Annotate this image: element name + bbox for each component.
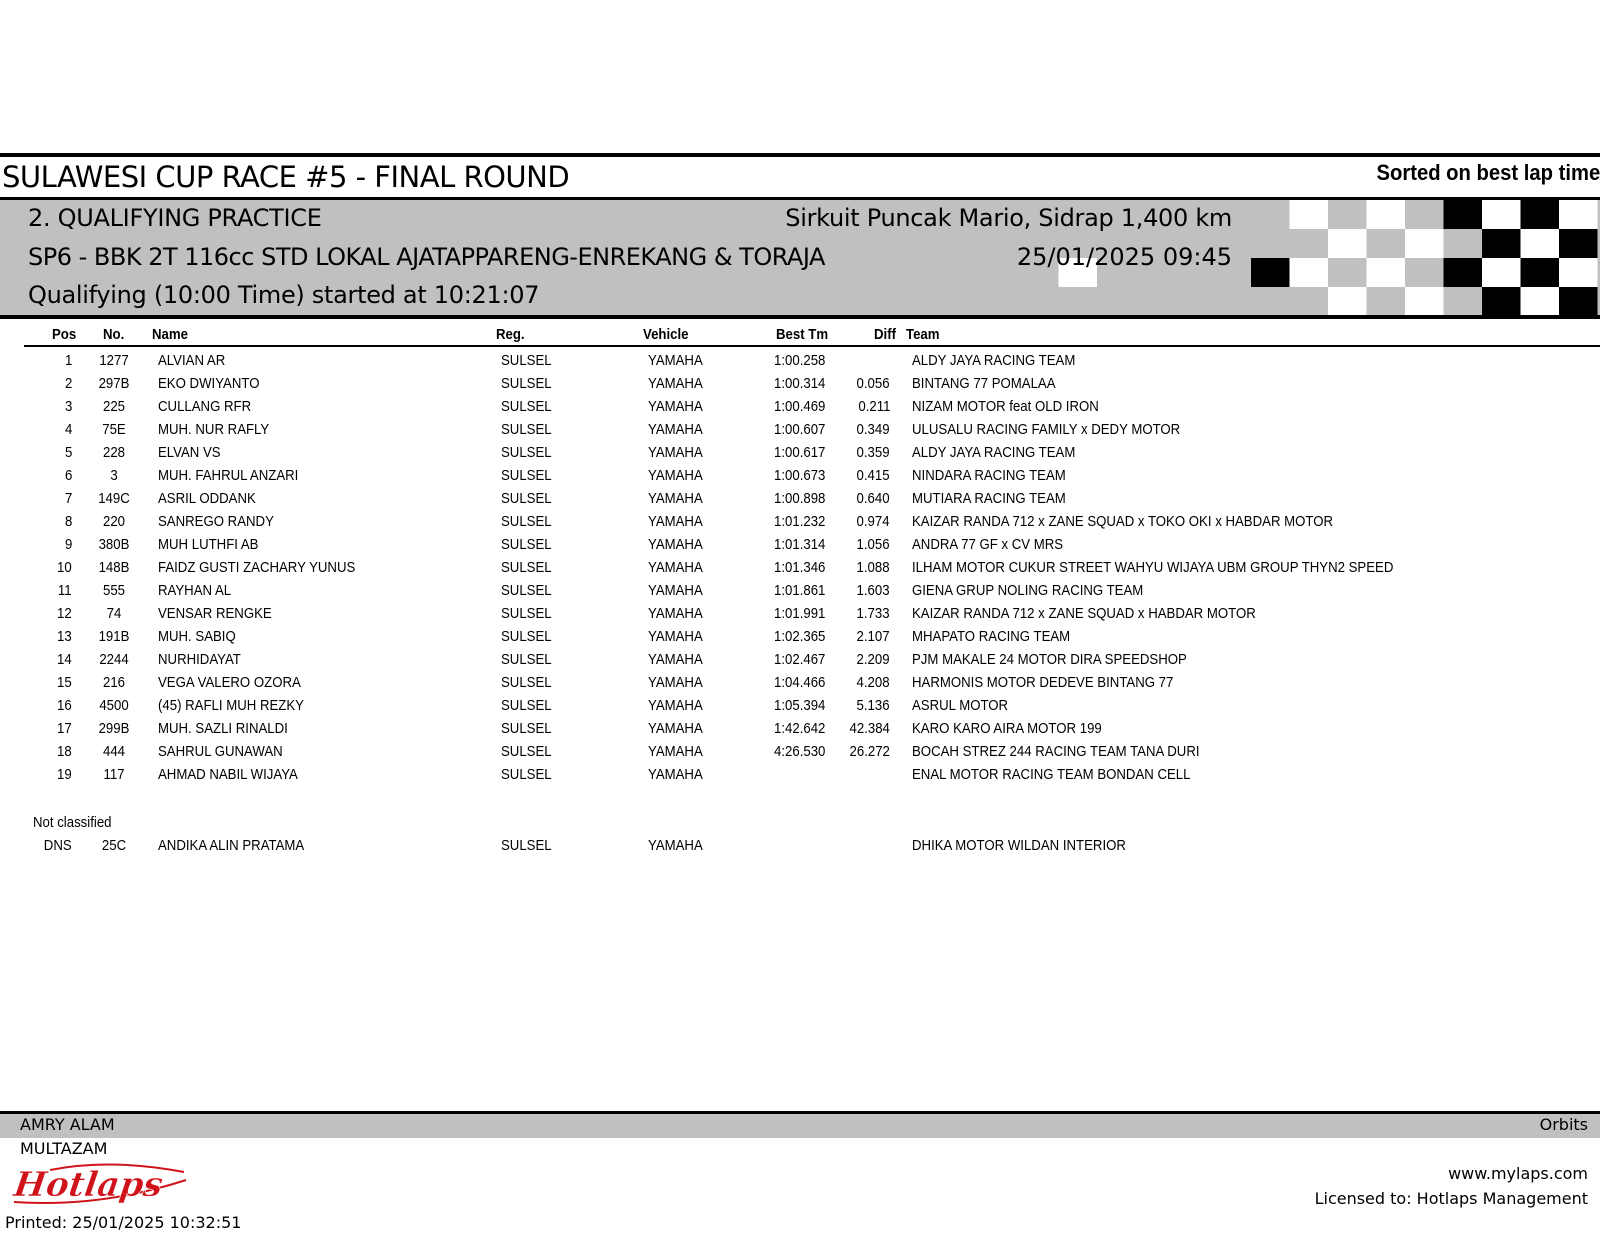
hotlaps-logo	[10, 1158, 190, 1208]
svg-text:Hotlaps: Hotlaps	[11, 1165, 166, 1205]
row-vehicle: YAMAHA	[648, 375, 703, 392]
row-team: KAIZAR RANDA 712 x ZANE SQUAD x HABDAR MOTOR	[912, 605, 1256, 622]
row-diff: 0.349	[856, 421, 890, 438]
table-row	[0, 513, 1600, 536]
event-title: SULAWESI CUP RACE #5 - FINAL ROUND	[2, 160, 570, 194]
row-team: ENAL MOTOR RACING TEAM BONDAN CELL	[912, 766, 1191, 783]
row-pos: 12	[57, 605, 72, 622]
row-region: SULSEL	[501, 513, 552, 530]
row-number: 74	[106, 605, 122, 622]
row-team: DHIKA MOTOR WILDAN INTERIOR	[912, 837, 1126, 854]
row-best-time: 1:04.466	[773, 674, 825, 691]
row-diff: 1.733	[856, 605, 890, 622]
track-name: Sirkuit Puncak Mario, Sidrap 1,400 km	[785, 204, 1232, 232]
row-pos: 7	[64, 490, 72, 507]
row-team: ASRUL MOTOR	[912, 697, 1009, 714]
row-team: ALDY JAYA RACING TEAM	[912, 444, 1076, 461]
checker-square	[1328, 200, 1367, 229]
row-team: ALDY JAYA RACING TEAM	[912, 352, 1076, 369]
row-best-time: 1:01.314	[773, 536, 825, 553]
checker-square	[1367, 287, 1406, 316]
table-row	[0, 398, 1600, 421]
row-number: 380B	[98, 536, 130, 553]
row-number: 216	[102, 674, 126, 691]
not-classified-label: Not classified	[33, 814, 112, 831]
row-vehicle: YAMAHA	[648, 352, 703, 369]
row-region: SULSEL	[501, 375, 552, 392]
col-header-no: No.	[103, 326, 125, 343]
row-vehicle: YAMAHA	[648, 743, 703, 760]
row-region: SULSEL	[501, 467, 552, 484]
row-team: KARO KARO AIRA MOTOR 199	[912, 720, 1102, 737]
row-best-time: 1:00.469	[773, 398, 825, 415]
row-pos: 2	[64, 375, 72, 392]
checker-square	[1521, 258, 1560, 287]
row-region: SULSEL	[501, 582, 552, 599]
session-start: Qualifying (10:00 Time) started at 10:21:07	[28, 281, 540, 309]
table-row	[0, 352, 1600, 375]
row-team: KAIZAR RANDA 712 x ZANE SQUAD x TOKO OKI x HABDAR MOTOR	[912, 513, 1334, 530]
checker-square	[1444, 200, 1483, 229]
top-rule	[0, 153, 1600, 157]
row-region: SULSEL	[501, 605, 552, 622]
table-row	[0, 536, 1600, 559]
row-pos: 18	[57, 743, 72, 760]
row-pos: 19	[57, 766, 72, 783]
table-row	[0, 444, 1600, 467]
checker-square	[1559, 229, 1598, 258]
rider-name: ALVIAN AR	[158, 352, 226, 369]
row-vehicle: YAMAHA	[648, 651, 703, 668]
row-pos: 1	[64, 352, 72, 369]
row-region: SULSEL	[501, 766, 552, 783]
row-team: NINDARA RACING TEAM	[912, 467, 1066, 484]
table-row	[0, 837, 1600, 860]
row-number: 299B	[98, 720, 130, 737]
checker-square	[1482, 200, 1521, 229]
row-best-time: 4:26.530	[773, 743, 825, 760]
table-row	[0, 743, 1600, 766]
row-pos: 4	[64, 421, 72, 438]
sort-note: Sorted on best lap time	[1376, 160, 1600, 185]
row-pos: 11	[58, 582, 72, 599]
row-best-time: 1:01.861	[773, 582, 825, 599]
row-pos: 14	[57, 651, 72, 668]
row-number: 444	[102, 743, 126, 760]
rider-name: MUH. SAZLI RINALDI	[158, 720, 288, 737]
checker-square	[1405, 200, 1444, 229]
class-name: SP6 - BBK 2T 116cc STD LOKAL AJATAPPARENG-ENREKANG & TORAJA	[28, 243, 825, 271]
row-team: MUTIARA RACING TEAM	[912, 490, 1066, 507]
checker-square	[1559, 258, 1598, 287]
row-pos: 10	[57, 559, 72, 576]
rider-name: EKO DWIYANTO	[158, 375, 260, 392]
row-best-time: 1:00.607	[773, 421, 825, 438]
checker-square	[1405, 258, 1444, 287]
row-number: 191B	[98, 628, 130, 645]
row-team: BOCAH STREZ 244 RACING TEAM TANA DURI	[912, 743, 1200, 760]
row-vehicle: YAMAHA	[648, 398, 703, 415]
row-diff: 1.603	[856, 582, 890, 599]
table-row	[0, 697, 1600, 720]
official-2: MULTAZAM	[20, 1139, 108, 1158]
footer-band	[0, 1114, 1600, 1138]
row-best-time: 1:00.258	[773, 352, 825, 369]
row-region: SULSEL	[501, 651, 552, 668]
row-vehicle: YAMAHA	[648, 582, 703, 599]
row-pos: 9	[64, 536, 72, 553]
rider-name: MUH LUTHFI AB	[158, 536, 259, 553]
row-vehicle: YAMAHA	[648, 444, 703, 461]
row-team: ULUSALU RACING FAMILY x DEDY MOTOR	[912, 421, 1181, 438]
table-row	[0, 766, 1600, 789]
row-vehicle: YAMAHA	[648, 837, 703, 854]
row-diff: 42.384	[849, 720, 890, 737]
checker-square	[1328, 258, 1367, 287]
row-region: SULSEL	[501, 398, 552, 415]
row-pos: 5	[64, 444, 72, 461]
checker-square	[1559, 200, 1598, 229]
row-diff: 2.107	[856, 628, 890, 645]
row-team: ILHAM MOTOR CUKUR STREET WAHYU WIJAYA UBM GROUP THYN2 SPEED	[912, 559, 1394, 576]
row-vehicle: YAMAHA	[648, 766, 703, 783]
checker-square	[1290, 258, 1329, 287]
row-team: HARMONIS MOTOR DEDEVE BINTANG 77	[912, 674, 1174, 691]
row-number: 2244	[99, 651, 129, 668]
row-diff: 4.208	[856, 674, 890, 691]
row-best-time: 1:00.617	[773, 444, 825, 461]
row-vehicle: YAMAHA	[648, 720, 703, 737]
event-datetime: 25/01/2025 09:45	[1016, 243, 1232, 271]
row-region: SULSEL	[501, 697, 552, 714]
header-underline	[24, 345, 1600, 347]
row-pos: 16	[57, 697, 72, 714]
row-number: 228	[102, 444, 126, 461]
checker-square	[1251, 200, 1290, 229]
checker-square	[1482, 287, 1521, 316]
row-pos: 15	[57, 674, 72, 691]
row-diff: 26.272	[849, 743, 890, 760]
rider-name: MUH. NUR RAFLY	[158, 421, 270, 438]
checker-square	[1367, 200, 1406, 229]
header-bottom-rule	[0, 315, 1600, 319]
col-header-name: Name	[152, 326, 188, 343]
rider-name: RAYHAN AL	[158, 582, 232, 599]
checker-square	[1405, 229, 1444, 258]
row-pos: 8	[64, 513, 72, 530]
checker-square	[1405, 287, 1444, 316]
row-diff: 0.415	[856, 467, 890, 484]
row-diff: 5.136	[856, 697, 890, 714]
row-diff: 0.974	[856, 513, 890, 530]
row-diff: 0.640	[856, 490, 890, 507]
rider-name: SANREGO RANDY	[158, 513, 274, 530]
row-diff: 2.209	[856, 651, 890, 668]
row-best-time: 1:02.467	[773, 651, 825, 668]
row-number: 225	[102, 398, 126, 415]
table-row	[0, 605, 1600, 628]
row-region: SULSEL	[501, 559, 552, 576]
checker-square	[1482, 229, 1521, 258]
row-vehicle: YAMAHA	[648, 536, 703, 553]
row-best-time: 1:00.673	[773, 467, 825, 484]
checker-square	[1367, 258, 1406, 287]
rider-name: VENSAR RENGKE	[158, 605, 272, 622]
row-best-time: 1:00.314	[773, 375, 825, 392]
checker-square	[1251, 258, 1290, 287]
col-header-best-time: Best Tm	[776, 326, 829, 343]
table-row	[0, 674, 1600, 697]
col-header-diff: Diff	[874, 326, 896, 343]
row-best-time: 1:01.346	[773, 559, 825, 576]
rider-name: ANDIKA ALIN PRATAMA	[158, 837, 305, 854]
table-row	[0, 490, 1600, 513]
row-diff: 1.088	[856, 559, 890, 576]
checker-square	[1521, 229, 1560, 258]
row-vehicle: YAMAHA	[648, 490, 703, 507]
row-number: 148B	[98, 559, 130, 576]
checker-square	[1367, 229, 1406, 258]
timing-system: Orbits	[1539, 1115, 1588, 1134]
checker-square	[1290, 287, 1329, 316]
row-region: SULSEL	[501, 837, 552, 854]
row-region: SULSEL	[501, 720, 552, 737]
row-pos: DNS	[44, 837, 72, 854]
row-region: SULSEL	[501, 490, 552, 507]
col-header-reg: Reg.	[496, 326, 525, 343]
row-best-time: 1:42.642	[773, 720, 825, 737]
col-header-vehicle: Vehicle	[643, 326, 689, 343]
row-vehicle: YAMAHA	[648, 513, 703, 530]
row-number: 117	[103, 766, 125, 783]
row-pos: 13	[57, 628, 72, 645]
row-team: PJM MAKALE 24 MOTOR DIRA SPEEDSHOP	[912, 651, 1187, 668]
rider-name: AHMAD NABIL WIJAYA	[158, 766, 298, 783]
checker-square	[1328, 287, 1367, 316]
row-region: SULSEL	[501, 352, 552, 369]
row-vehicle: YAMAHA	[648, 421, 703, 438]
official-1: AMRY ALAM	[20, 1115, 115, 1134]
checker-square	[1328, 229, 1367, 258]
table-row	[0, 467, 1600, 490]
row-vehicle: YAMAHA	[648, 628, 703, 645]
row-region: SULSEL	[501, 628, 552, 645]
session-name: 2. QUALIFYING PRACTICE	[28, 204, 322, 232]
table-row	[0, 559, 1600, 582]
table-row	[0, 582, 1600, 605]
row-number: 75E	[102, 421, 126, 438]
license-text: Licensed to: Hotlaps Management	[1314, 1189, 1588, 1208]
row-region: SULSEL	[501, 536, 552, 553]
checker-square	[1521, 200, 1560, 229]
row-region: SULSEL	[501, 421, 552, 438]
table-row	[0, 628, 1600, 651]
rider-name: ASRIL ODDANK	[158, 490, 256, 507]
rider-name: FAIDZ GUSTI ZACHARY YUNUS	[158, 559, 356, 576]
col-header-team: Team	[906, 326, 940, 343]
rider-name: SAHRUL GUNAWAN	[158, 743, 283, 760]
rider-name: NURHIDAYAT	[158, 651, 241, 668]
row-team: GIENA GRUP NOLING RACING TEAM	[912, 582, 1144, 599]
row-best-time: 1:01.991	[773, 605, 825, 622]
row-number: 25C	[101, 837, 127, 854]
checker-square	[1290, 229, 1329, 258]
row-team: NIZAM MOTOR feat OLD IRON	[912, 398, 1099, 415]
rider-name: ELVAN VS	[158, 444, 221, 461]
row-region: SULSEL	[501, 743, 552, 760]
table-row	[0, 720, 1600, 743]
row-number: 1277	[99, 352, 129, 369]
row-best-time: 1:00.898	[773, 490, 825, 507]
table-row	[0, 375, 1600, 398]
row-vehicle: YAMAHA	[648, 605, 703, 622]
checker-square	[1444, 229, 1483, 258]
row-number: 555	[102, 582, 126, 599]
row-region: SULSEL	[501, 674, 552, 691]
rider-name: VEGA VALERO OZORA	[158, 674, 301, 691]
checker-square	[1559, 287, 1598, 316]
row-number: 220	[102, 513, 126, 530]
row-pos: 17	[57, 720, 72, 737]
row-diff: 0.359	[856, 444, 890, 461]
row-team: ANDRA 77 GF x CV MRS	[912, 536, 1064, 553]
website-text: www.mylaps.com	[1448, 1164, 1588, 1183]
row-team: MHAPATO RACING TEAM	[912, 628, 1071, 645]
col-header-pos: Pos	[52, 326, 77, 343]
row-region: SULSEL	[501, 444, 552, 461]
row-team: BINTANG 77 POMALAA	[912, 375, 1056, 392]
row-diff: 0.056	[856, 375, 890, 392]
table-row	[0, 421, 1600, 444]
row-number: 297B	[98, 375, 130, 392]
row-diff: 1.056	[856, 536, 890, 553]
row-vehicle: YAMAHA	[648, 697, 703, 714]
row-best-time: 1:05.394	[773, 697, 825, 714]
checker-square	[1444, 287, 1483, 316]
row-vehicle: YAMAHA	[648, 674, 703, 691]
rider-name: CULLANG RFR	[158, 398, 252, 415]
rider-name: MUH. FAHRUL ANZARI	[158, 467, 299, 484]
row-vehicle: YAMAHA	[648, 559, 703, 576]
checker-square	[1290, 200, 1329, 229]
row-pos: 6	[64, 467, 72, 484]
row-pos: 3	[64, 398, 72, 415]
checker-square	[1444, 258, 1483, 287]
row-number: 3	[110, 467, 118, 484]
table-row	[0, 651, 1600, 674]
row-best-time: 1:01.232	[773, 513, 825, 530]
row-diff: 0.211	[857, 398, 890, 415]
printed-timestamp: Printed: 25/01/2025 10:32:51	[5, 1213, 242, 1232]
checker-square	[1521, 287, 1560, 316]
row-best-time: 1:02.365	[773, 628, 825, 645]
checker-square	[1482, 258, 1521, 287]
row-vehicle: YAMAHA	[648, 467, 703, 484]
rider-name: (45) RAFLI MUH REZKY	[158, 697, 304, 714]
row-number: 149C	[98, 490, 130, 507]
row-number: 4500	[99, 697, 129, 714]
rider-name: MUH. SABIQ	[158, 628, 236, 645]
